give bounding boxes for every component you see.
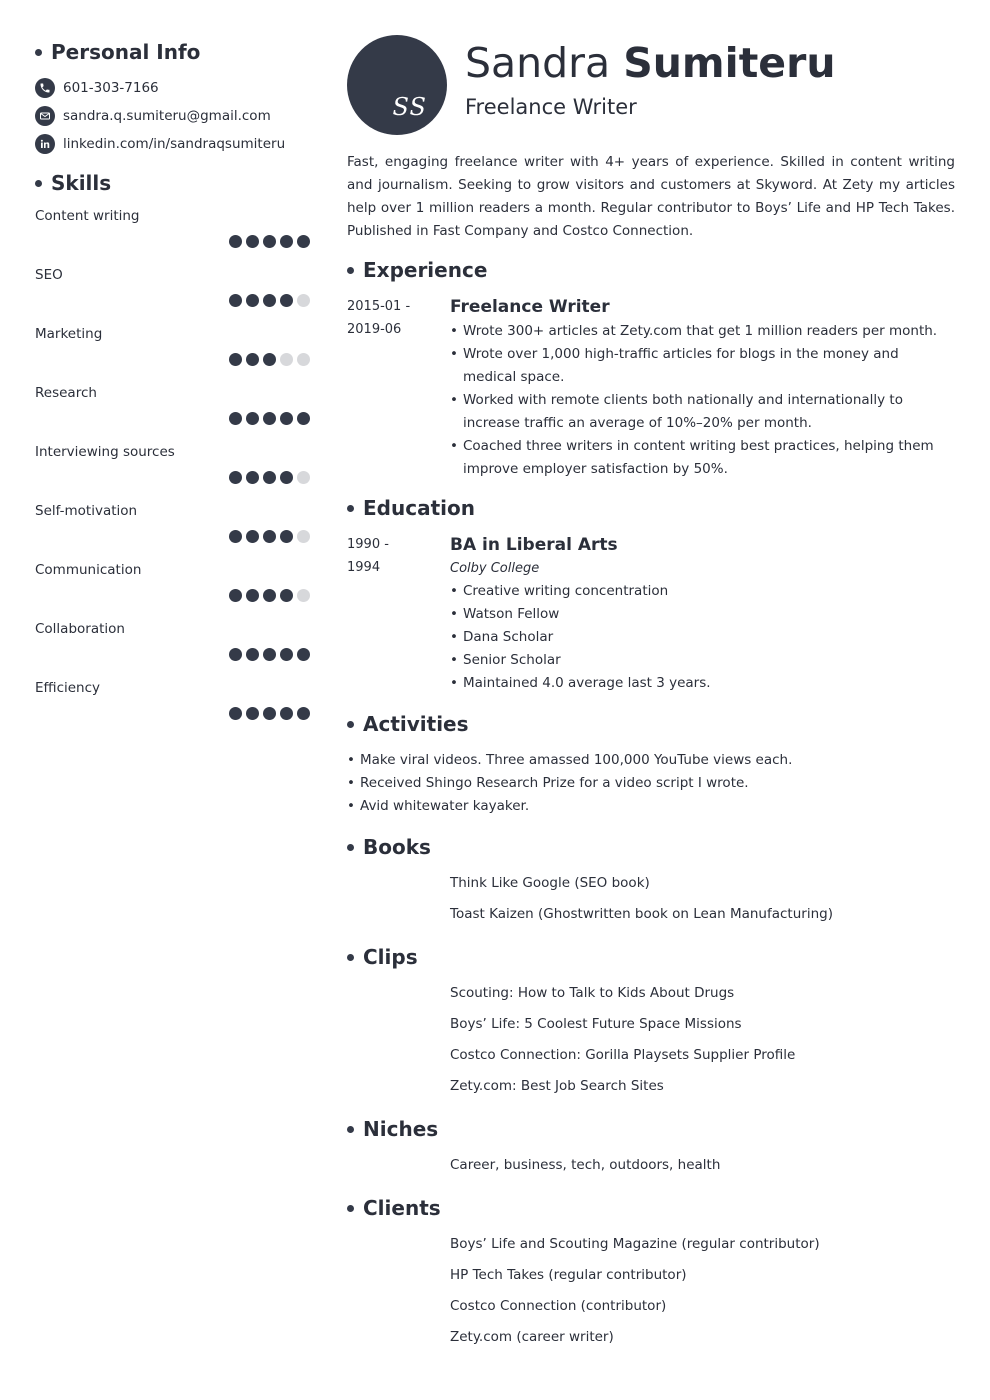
clients-list — [450, 1229, 955, 1353]
rating-dot-filled — [246, 412, 259, 425]
rating-dot-filled — [246, 589, 259, 602]
skill-name: Interviewing sources — [35, 444, 175, 460]
heading-bullet — [347, 721, 354, 728]
list-item: • Worked with remote clients both nationally and internationally to increase traffic an average of 10%–20% per month. — [450, 389, 955, 435]
skill-rating — [225, 412, 310, 425]
niches-heading: Niches — [347, 1114, 955, 1144]
list-item: Toast Kaizen (Ghostwritten book on Lean Manufacturing) — [450, 906, 833, 922]
rating-dot-filled — [297, 235, 310, 248]
sidebar — [35, 38, 310, 739]
personal-info-heading: Personal Info — [35, 38, 310, 66]
list-item: • Watson Fellow — [450, 603, 955, 626]
linkedin-icon — [35, 134, 55, 154]
rating-dot-filled — [280, 707, 293, 720]
clips-heading: Clips — [347, 942, 955, 972]
clips-list — [450, 978, 955, 1102]
rating-dot-filled — [229, 471, 242, 484]
list-item: Boys’ Life and Scouting Magazine (regular contributor) — [450, 1236, 820, 1252]
rating-dot-filled — [246, 353, 259, 366]
rating-dot-filled — [246, 471, 259, 484]
books-list — [450, 868, 955, 930]
rating-dot-filled — [263, 353, 276, 366]
list-item: • Wrote over 1,000 high-traffic articles for blogs in the money and medical space. — [450, 343, 955, 389]
books-heading: Books — [347, 832, 955, 862]
skill-rating — [225, 648, 310, 661]
rating-dot-filled — [263, 412, 276, 425]
list-item: • Coached three writers in content writing best practices, helping them improve employer satisfaction by 50%. — [450, 435, 955, 481]
skill-name: Communication — [35, 562, 142, 578]
heading-bullet — [347, 1126, 354, 1133]
skill-item — [35, 562, 310, 621]
email-icon — [35, 106, 55, 126]
experience-entry — [347, 295, 955, 481]
skill-name: Collaboration — [35, 621, 125, 637]
rating-dot-filled — [229, 707, 242, 720]
last-name: Sumiteru — [623, 39, 836, 87]
education-dates: 1990 - 1994 — [347, 537, 389, 575]
skill-rating — [225, 294, 310, 307]
rating-dot-filled — [297, 412, 310, 425]
list-item: • Creative writing concentration — [450, 580, 955, 603]
rating-dot-empty — [297, 471, 310, 484]
skill-item — [35, 326, 310, 385]
full-name — [465, 39, 836, 87]
education-heading: Education — [347, 493, 955, 523]
rating-dot-filled — [280, 648, 293, 661]
skill-item — [35, 680, 310, 739]
rating-dot-filled — [263, 589, 276, 602]
experience-bullets — [450, 320, 955, 481]
rating-dot-filled — [263, 294, 276, 307]
list-item: HP Tech Takes (regular contributor) — [450, 1267, 687, 1283]
rating-dot-empty — [297, 353, 310, 366]
skill-name: Self-motivation — [35, 503, 138, 519]
list-item: Costco Connection (contributor) — [450, 1298, 667, 1314]
rating-dot-filled — [246, 530, 259, 543]
skill-name: SEO — [35, 267, 63, 283]
skill-rating — [225, 530, 310, 543]
list-item: • Wrote 300+ articles at Zety.com that get 1 million readers per month. — [450, 320, 955, 343]
skill-rating — [225, 471, 310, 484]
email-row — [35, 102, 310, 130]
rating-dot-empty — [280, 353, 293, 366]
skills-heading: Skills — [35, 169, 310, 197]
niches-list — [450, 1150, 955, 1181]
rating-dot-filled — [280, 589, 293, 602]
rating-dot-filled — [280, 294, 293, 307]
heading-bullet — [347, 1205, 354, 1212]
rating-dot-filled — [280, 412, 293, 425]
skill-item — [35, 385, 310, 444]
list-item: • Avid whitewater kayaker. — [347, 795, 955, 818]
heading-bullet — [347, 844, 354, 851]
skill-item — [35, 267, 310, 326]
resume-header — [347, 35, 955, 140]
list-item: • Senior Scholar — [450, 649, 955, 672]
email-address[interactable]: sandra.q.sumiteru@gmail.com — [63, 108, 271, 124]
education-bullets — [450, 580, 955, 695]
rating-dot-filled — [263, 530, 276, 543]
rating-dot-filled — [297, 648, 310, 661]
rating-dot-filled — [246, 648, 259, 661]
rating-dot-filled — [246, 707, 259, 720]
avatar-initials: SS — [392, 93, 427, 121]
rating-dot-filled — [263, 471, 276, 484]
skill-item — [35, 621, 310, 680]
rating-dot-filled — [229, 353, 242, 366]
activities-bullets — [347, 749, 955, 818]
main-content — [347, 35, 955, 1353]
rating-dot-filled — [280, 530, 293, 543]
activities-heading: Activities — [347, 709, 955, 739]
rating-dot-filled — [229, 412, 242, 425]
rating-dot-filled — [263, 707, 276, 720]
rating-dot-filled — [263, 235, 276, 248]
job-title: Freelance Writer — [465, 95, 637, 119]
rating-dot-filled — [280, 471, 293, 484]
first-name: Sandra — [465, 39, 611, 87]
rating-dot-filled — [246, 294, 259, 307]
rating-dot-empty — [297, 589, 310, 602]
rating-dot-filled — [246, 235, 259, 248]
list-item: Career, business, tech, outdoors, health — [450, 1157, 721, 1173]
clients-heading: Clients — [347, 1193, 955, 1223]
rating-dot-filled — [229, 294, 242, 307]
list-item: Boys’ Life: 5 Coolest Future Space Missions — [450, 1016, 742, 1032]
rating-dot-filled — [229, 235, 242, 248]
list-item: • Received Shingo Research Prize for a video script I wrote. — [347, 772, 955, 795]
skill-name: Research — [35, 385, 97, 401]
skill-item — [35, 208, 310, 267]
phone-icon — [35, 78, 55, 98]
rating-dot-filled — [297, 707, 310, 720]
education-entry — [347, 533, 955, 695]
skill-rating — [225, 589, 310, 602]
list-item: • Make viral videos. Three amassed 100,000 YouTube views each. — [347, 749, 955, 772]
linkedin-row — [35, 130, 310, 158]
experience-dates: 2015-01 - 2019-06 — [347, 299, 411, 337]
education-school: Colby College — [450, 561, 540, 576]
linkedin-url[interactable]: linkedin.com/in/sandraqsumiteru — [63, 136, 286, 152]
rating-dot-filled — [263, 648, 276, 661]
education-degree: BA in Liberal Arts — [450, 535, 618, 555]
skill-rating — [225, 235, 310, 248]
skills-list — [35, 208, 310, 739]
heading-bullet — [35, 49, 42, 56]
skill-name: Efficiency — [35, 680, 101, 696]
summary: Fast, engaging freelance writer with 4+ years of experience. Skilled in content writing and journalism. Seeking to grow visitors and customers at Skyword. At Zety my articles help over 1 million readers a month. Regular contributor to Boys’ Life and HP Tech Takes. Published in Fast Company and Costco Connection. — [347, 154, 955, 239]
phone-row — [35, 74, 310, 102]
avatar — [347, 35, 447, 135]
list-item: Think Like Google (SEO book) — [450, 875, 650, 891]
rating-dot-filled — [229, 648, 242, 661]
rating-dot-empty — [297, 294, 310, 307]
experience-role: Freelance Writer — [450, 297, 610, 317]
rating-dot-filled — [229, 589, 242, 602]
rating-dot-filled — [280, 235, 293, 248]
list-item: • Maintained 4.0 average last 3 years. — [450, 672, 955, 695]
skill-item — [35, 503, 310, 562]
rating-dot-empty — [297, 530, 310, 543]
heading-bullet — [347, 505, 354, 512]
list-item: Scouting: How to Talk to Kids About Drugs — [450, 985, 735, 1001]
list-item: • Dana Scholar — [450, 626, 955, 649]
heading-bullet — [347, 954, 354, 961]
skill-rating — [225, 353, 310, 366]
list-item: Costco Connection: Gorilla Playsets Supplier Profile — [450, 1047, 796, 1063]
skill-item — [35, 444, 310, 503]
list-item: Zety.com (career writer) — [450, 1329, 614, 1345]
list-item: Zety.com: Best Job Search Sites — [450, 1078, 664, 1094]
heading-bullet — [347, 267, 354, 274]
experience-heading: Experience — [347, 255, 955, 285]
skill-rating — [225, 707, 310, 720]
skill-name: Marketing — [35, 326, 103, 342]
heading-bullet — [35, 180, 42, 187]
rating-dot-filled — [229, 530, 242, 543]
phone-number: 601-303-7166 — [63, 80, 159, 96]
skill-name: Content writing — [35, 208, 140, 224]
